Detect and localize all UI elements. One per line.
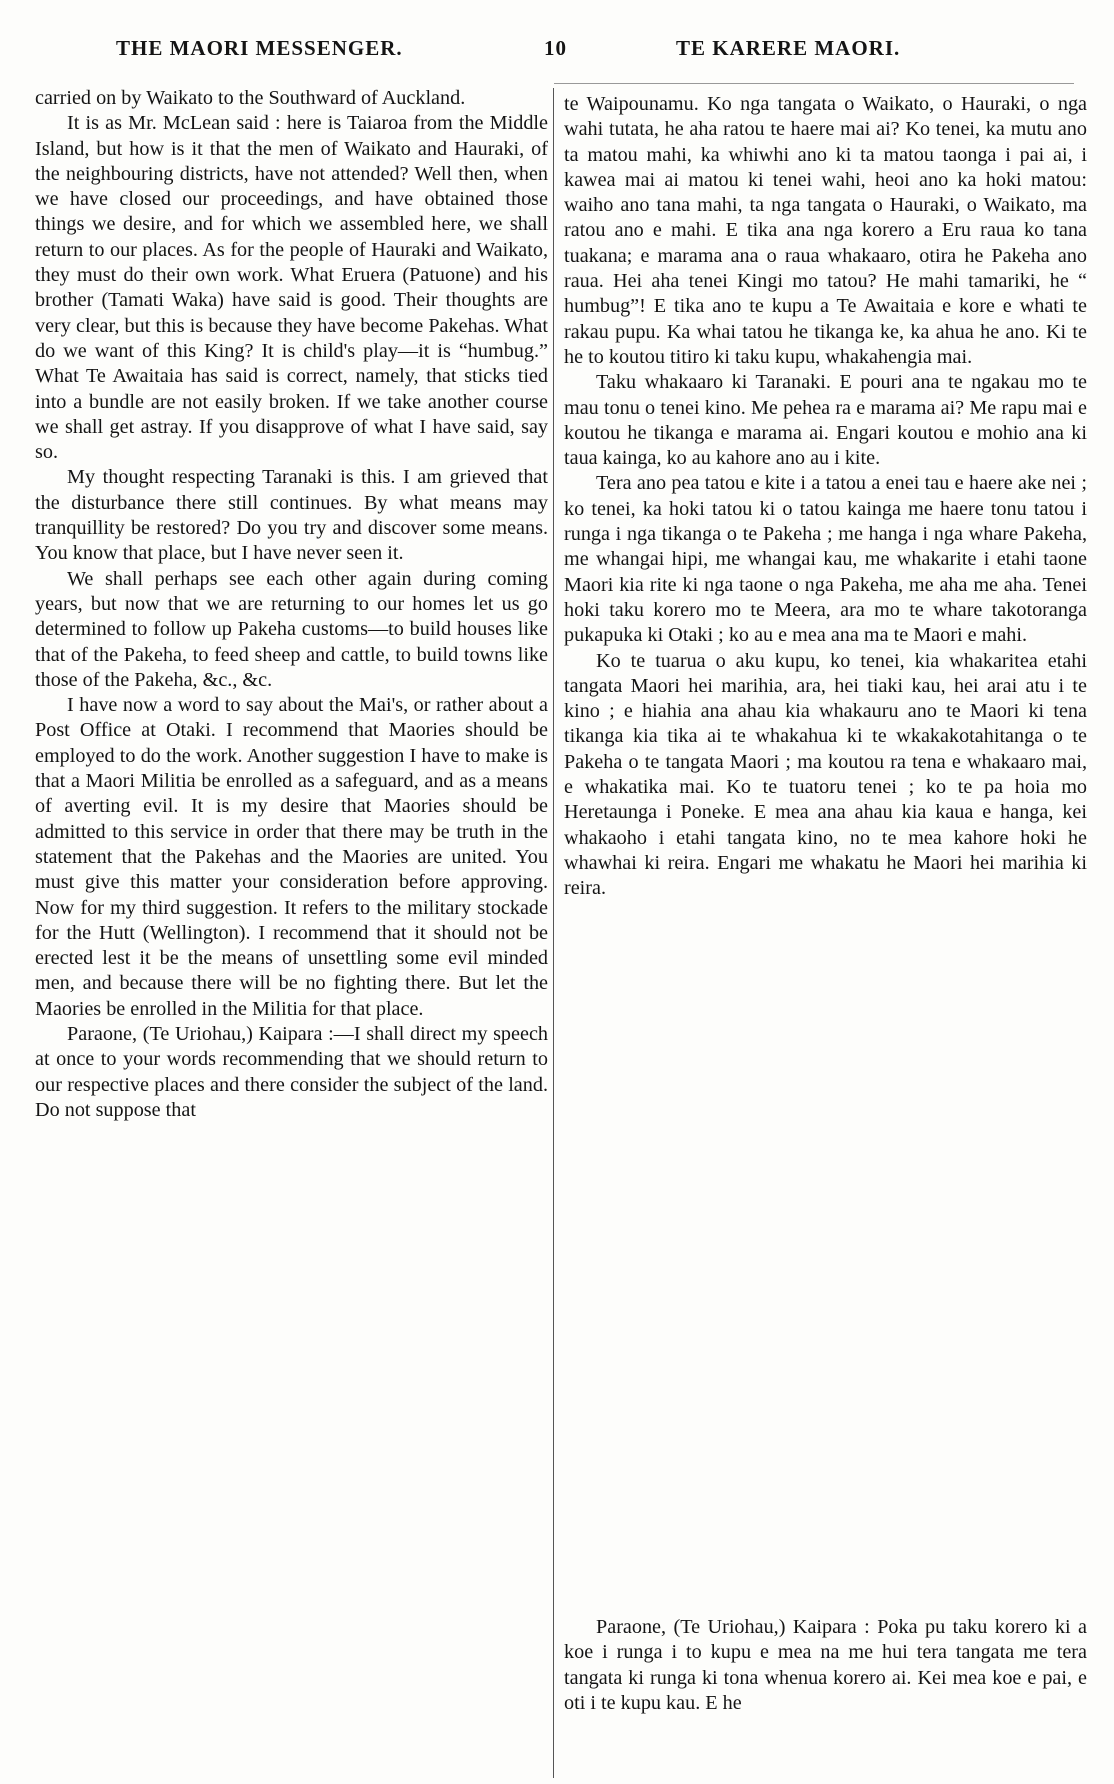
paragraph: We shall perhaps see each other again during coming years, but now that we are returning to our homes let us go determined to follow up Pakeha customs—to build houses like that of the Pakeha, to feed sheep and cattle, to build towns like those of the Pakeha, &c., &c. xyxy=(35,567,548,691)
page-number: 10 xyxy=(544,36,567,60)
paragraph: Paraone, (Te Uriohau,) Kaipara :—I shall direct my speech at once to your words recommending that we should return to our respective places and there consider the subject of the land. Do not suppose that xyxy=(35,1022,548,1121)
paragraph: Taku whakaaro ki Taranaki. E pouri ana te ngakau mo te mau tonu o tenei kino. Me pehea ra e marama ai? Me rapu mai e koutou he tikanga e marama ai. Engari koutou e mohio ana ki taua kainga, ko au kahore ano au i kite. xyxy=(564,371,1087,470)
maori-column-bottom xyxy=(564,1615,1087,1716)
header-title-english: THE MAORI MESSENGER. xyxy=(116,36,403,60)
paragraph: It is as Mr. McLean said : here is Taiaroa from the Middle Island, but how is it that the men of Waikato and Hauraki, of the neighbouring districts, have not attended? Well then, when we have closed our proceedings, and have obtained those things we desire, and for which we assembled here, we shall return to our places. As for the people of Hauraki and Waikato, they must do their own work. What Eruera (Patuone) and his brother (Tamati Waka) have said is good. Their thoughts are very clear, but this is because they have become Pakehas. What do we want of this King? It is child's play—it is “humbug.” What Te Awaitaia has said is correct, namely, that sticks tied into a bundle are not easily broken. If we take another course we shall get astray. If you disapprove of what I have said, say so. xyxy=(35,112,548,464)
paragraph: te Waipounamu. Ko nga tangata o Waikato, o Hauraki, o nga wahi tutata, he aha ratou te haere mai ai? Ko tenei, ka mutu ano ta matou mahi, ka whiwhi ano ki ta matou taonga i pai ai, i kawea mai ai matou ki tenei wahi, heoi ano ka hoki matou: waiho ano tana mahi, ta nga tangata o Hauraki, o Waikato, ma ratou ano e mahi. E tika ana nga korero a Eru raua ko tana tuakana; e marama ana o raua whakaaro, otira he Pakeha ano raua. Hei aha tenei Kingi mo tatou? He mahi tamariki, he “ humbug”! E tika ano te kupu a Te Awaitaia e kore e whati te rakau pupu. Ka whai tatou he tikanga ke, ka ahua he ano. Ki te he to koutou titiro ki taku kupu, whakahengia mai. xyxy=(564,93,1087,368)
paragraph: Ko te tuarua o aku kupu, ko tenei, kia whakaritea etahi tangata Maori hei marihia, ara, hei tiaki kau, hei arai atu i te kino ; e hiahia ana ahau kia whakauru ano te Maori ki tena tikanga kia tika ai te whakahua ki te wkakakotahitanga o te Pakeha o te tangata Maori ; ma koutou ra tena e whakaaro mai, e whakatika mai. Ko te tuatoru tenei ; ko te pa hoia mo Heretaunga i Poneke. E mea ana ahau kia kaua e hanga, kei whakaoho i etahi tangata kino, no te mea kahore hoki he whawhai ki reira. Engari me whakatu he Maori hei marihia ki reira. xyxy=(564,649,1087,900)
paragraph: Tera ano pea tatou e kite i a tatou a enei tau e haere ake nei ; ko tenei, ka hoki tatou ki o tatou kainga me haere tonu tatou i runga i nga tikanga o te Pakeha ; me hanga i nga whare Pakeha, me whangai hipi, me whangai kau, me whakarite i etahi taone Maori kia rite ki nga taone o nga Pakeha, me aha me aha. Tenei hoki taku korero mo te Meera, ara mo te whare takotoranga pukapuka ki Otaki ; ko au e mea ana ma te Maori e mahi. xyxy=(564,472,1087,647)
paragraph: My thought respecting Taranaki is this. I am grieved that the disturbance there still continues. By what means may tranquillity be restored? Do you try and discover some means. You know that place, but I have never seen it. xyxy=(35,466,548,565)
header-title-maori: TE KARERE MAORI. xyxy=(676,36,901,60)
paragraph: I have now a word to say about the Mai's, or rather about a Post Office at Otaki. I recommend that Maories should be employed to do the work. Another suggestion I have to make is that a Maori Militia be enrolled as a safeguard, and as a means of averting evil. It is my desire that Maories should be admitted to this service in order that there may be truth in the statement that the Pakehas and the Maories are united. You must give this matter your consideration before approving. Now for my third suggestion. It refers to the military stockade for the Hutt (Wellington). I recommend that it should not be erected lest it be the means of unsettling some evil minded men, and because there will be no fighting there. But let the Maories be enrolled in the Militia for that place. xyxy=(35,694,548,1020)
paragraph: carried on by Waikato to the Southward of Auckland. xyxy=(35,87,466,109)
maori-column xyxy=(564,92,1087,902)
paragraph: Paraone, (Te Uriohau,) Kaipara : Poka pu taku korero ki a koe i runga i to kupu e mea na me hui tera tangata me tera tangata ki runga ki tona whenua korero ai. Kei mea koe e pai, e oti i te kupu kau. E he xyxy=(564,1616,1087,1714)
column-divider xyxy=(553,88,554,1778)
english-column xyxy=(35,86,548,1123)
page-header xyxy=(0,30,1114,70)
header-divider xyxy=(554,83,1074,84)
